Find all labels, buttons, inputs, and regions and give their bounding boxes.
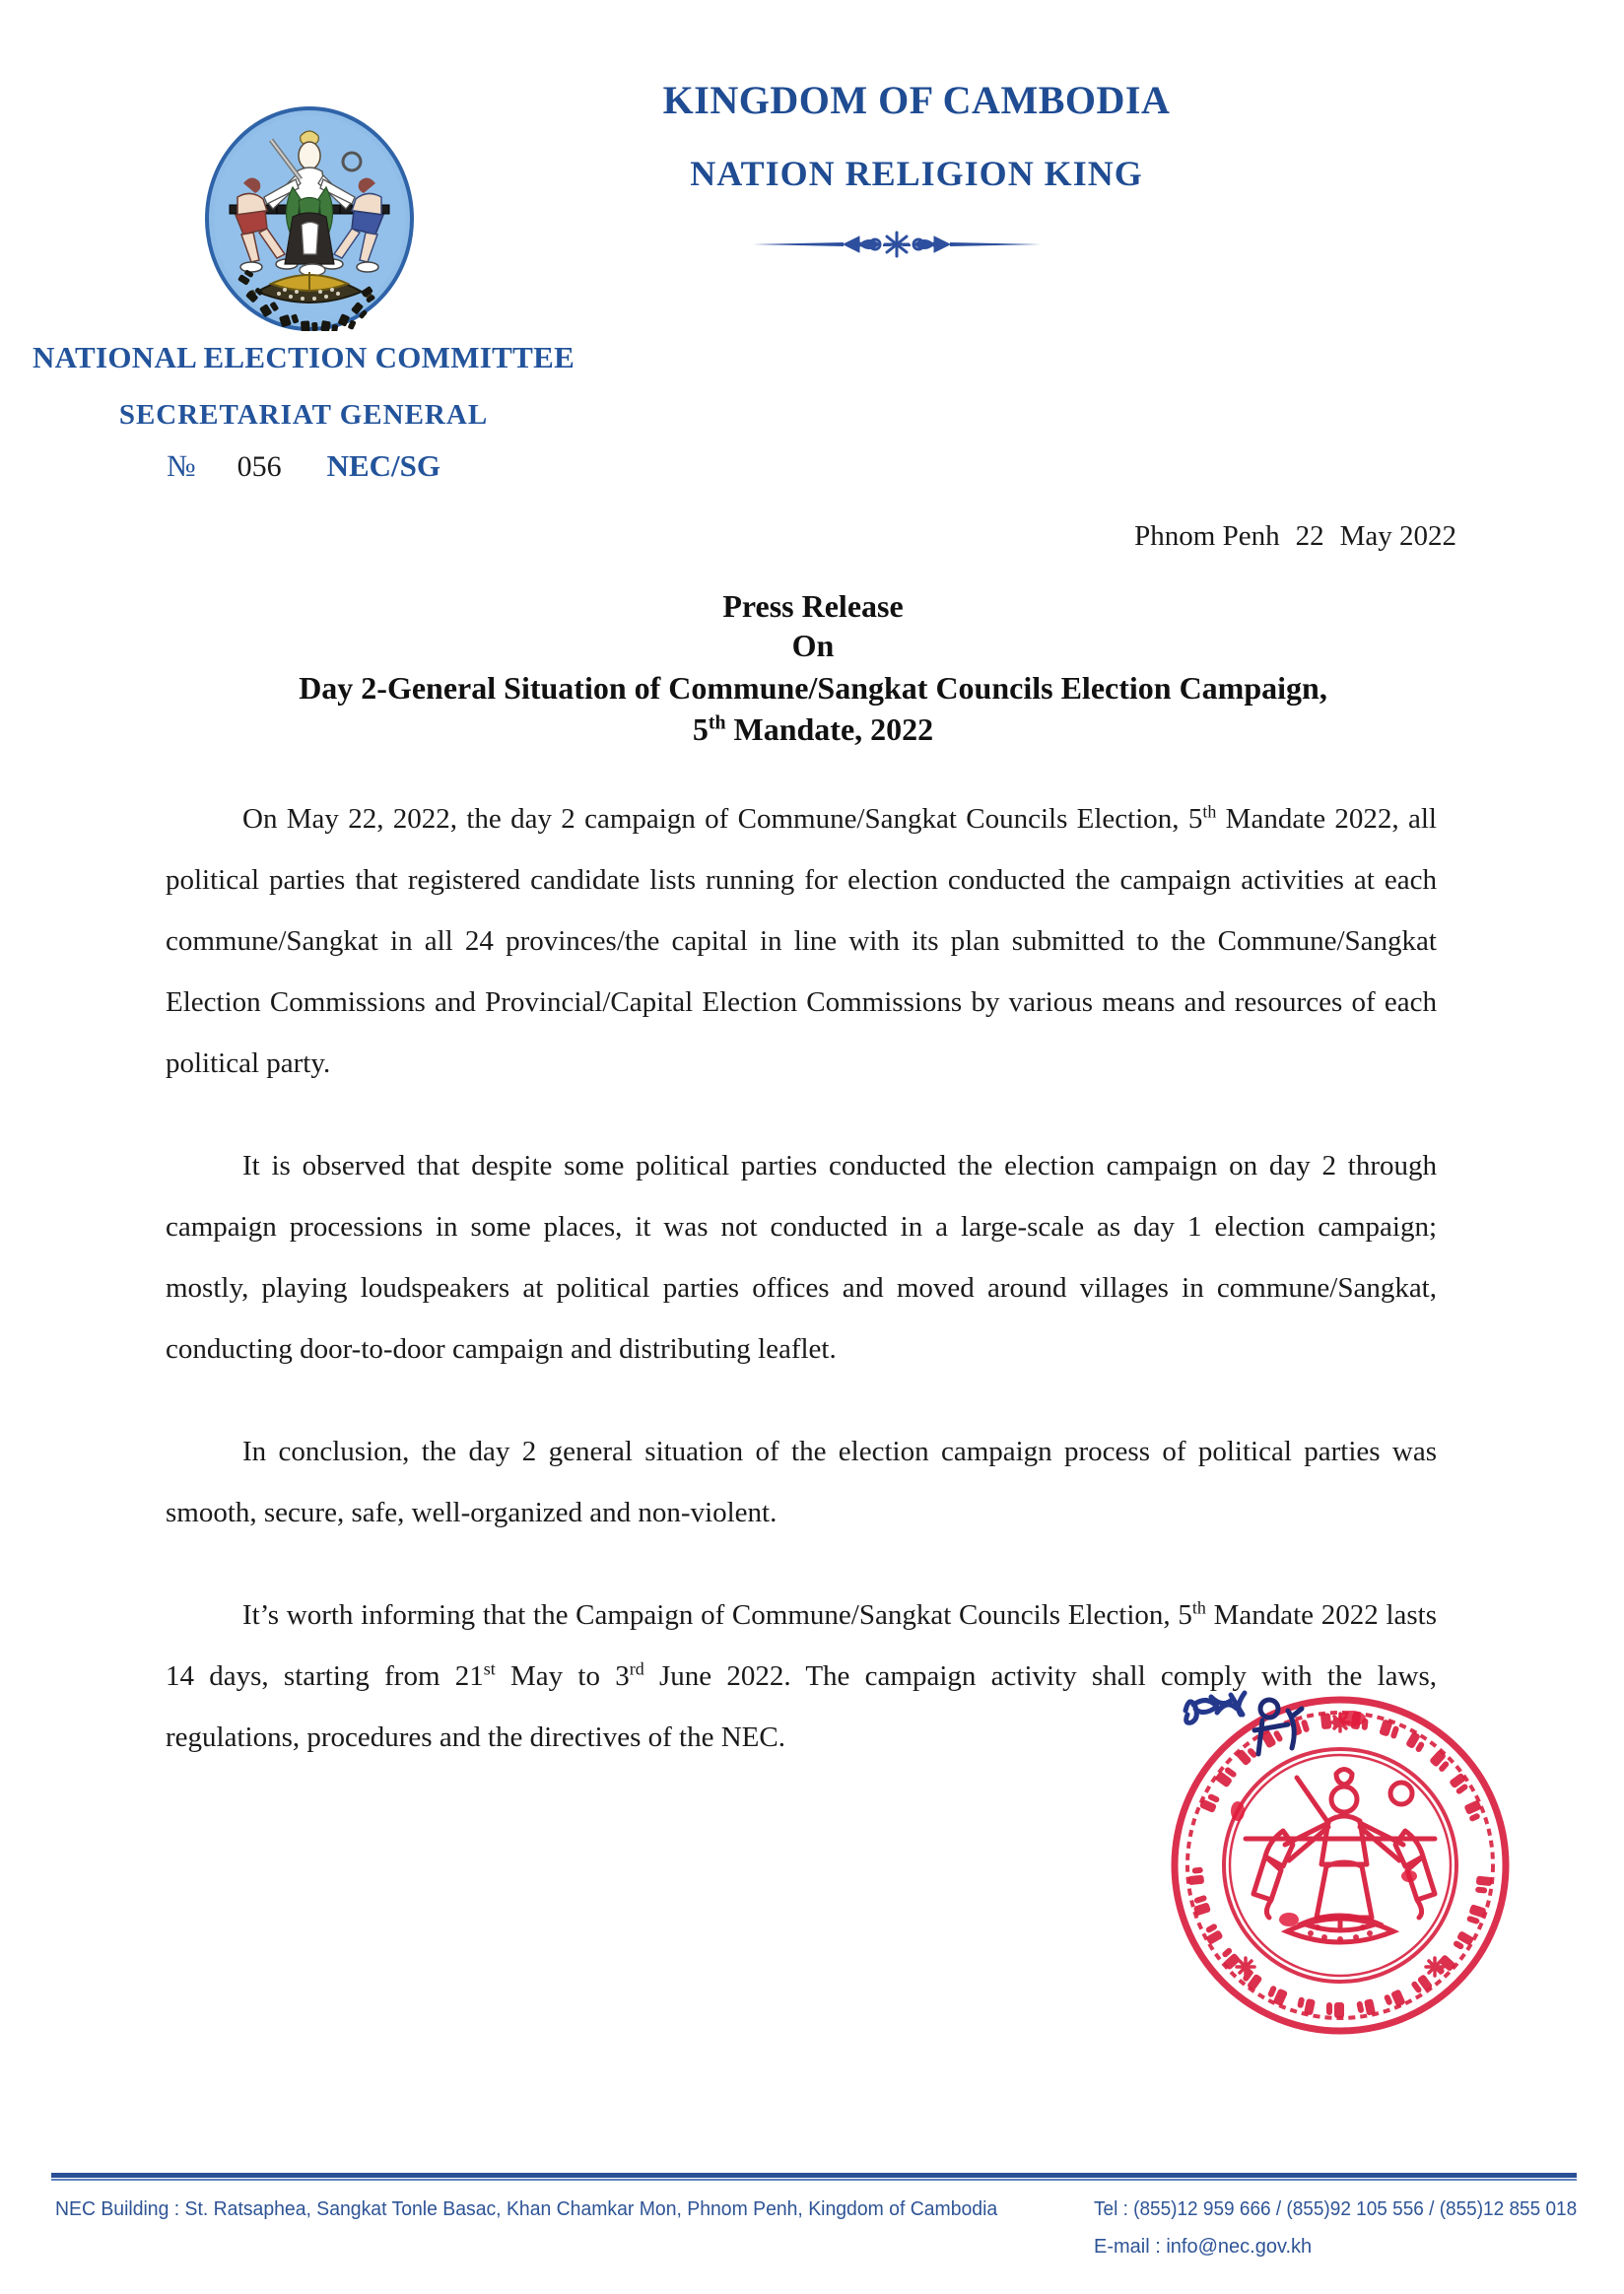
- dateline: [1134, 520, 1456, 553]
- ordinal-superscript: st: [483, 1658, 496, 1679]
- document-body: [166, 788, 1437, 1768]
- title-mandate-number: 5: [692, 711, 709, 747]
- ordinal-superscript: rd: [629, 1658, 644, 1679]
- title-mandate-ordinal: th: [708, 711, 726, 734]
- kingdom-title: KINGDOM OF CAMBODIA: [662, 78, 1171, 122]
- paragraph-text: May to 3: [495, 1660, 630, 1692]
- reference-number-row: [28, 448, 579, 484]
- document-header: [0, 0, 1624, 552]
- title-line-1: Press Release: [722, 588, 904, 624]
- reference-number-value: 056: [237, 450, 282, 483]
- title-mandate-rest: Mandate, 2022: [725, 711, 934, 747]
- paragraph-text: It is observed that despite some political parties conducted the election campaign on day 2 through campaign processions in some places, it was not conducted in a large-scale as day 1 election campaign; mostly, playing loudspeakers at political parties offices and moved around villages in commune/Sangkat, conducting door-to-door campaign and distributing leaflet.: [166, 1150, 1437, 1365]
- number-symbol: №: [167, 448, 196, 483]
- title-line-4: [118, 708, 1508, 750]
- ordinal-superscript: th: [1191, 1597, 1206, 1618]
- paragraph: [166, 1421, 1437, 1543]
- paragraph-text: Mandate 2022, all political parties that registered candidate lists running for election conducted the campaign activities at each commune/Sangkat in all 24 provinces/the capital in line with its plan submitted to the Commune/Sangkat Election Commissions and Provincial/Capital Election Commissions by various means and resources of each political party.: [166, 803, 1437, 1079]
- paragraph-text: It’s worth informing that the Campaign of Commune/Sangkat Councils Election, 5: [242, 1599, 1192, 1631]
- dateline-month-year: May 2022: [1339, 520, 1456, 552]
- cambodia-nec-emblem-icon: [202, 106, 417, 331]
- reference-number-suffix: NEC/SG: [326, 448, 440, 483]
- footer-email: E-mail : info@nec.gov.kh: [1094, 2236, 1313, 2258]
- ornamental-divider-icon: [749, 225, 1045, 264]
- issuer-organization: NATIONAL ELECTION COMMITTEE: [32, 340, 575, 374]
- title-line-2: On: [791, 628, 835, 663]
- footer-divider-thin: [51, 2179, 1577, 2181]
- paragraph-text: On May 22, 2022, the day 2 campaign of Commune/Sangkat Councils Election, 5: [242, 803, 1203, 835]
- dateline-city: Phnom Penh: [1134, 520, 1280, 552]
- footer-divider: [51, 2173, 1577, 2178]
- motto-line: NATION RELIGION KING: [690, 154, 1143, 193]
- title-line-3: Day 2-General Situation of Commune/Sangkat Councils Election Campaign,: [299, 670, 1327, 706]
- paragraph-text: In conclusion, the day 2 general situation of the election campaign process of political parties was smooth, secure, safe, well-organized and non-violent.: [166, 1436, 1437, 1528]
- handwritten-signature-icon: [1168, 1665, 1345, 1774]
- paragraph: [166, 788, 1437, 1094]
- footer-telephone: Tel : (855)12 959 666 / (855)92 105 556 / (855)12 855 018: [1094, 2198, 1578, 2220]
- ordinal-superscript: th: [1202, 801, 1217, 822]
- issuer-department: SECRETARIAT GENERAL: [118, 399, 489, 431]
- footer-address: NEC Building : St. Ratsaphea, Sangkat Tonle Basac, Khan Chamkar Mon, Phnom Penh, Kingdom of Cambodia: [55, 2198, 998, 2220]
- paragraph: [166, 1135, 1437, 1380]
- paragraph-text: June 2022. The campaign activity shall comply with the laws, regulations, procedures and the directives of the NEC.: [166, 1660, 1438, 1753]
- dateline-day: 22: [1295, 520, 1324, 552]
- paragraph-text: Mandate 2022 lasts 14 days, starting from 21: [166, 1599, 1438, 1692]
- document-title-block: [118, 586, 1508, 750]
